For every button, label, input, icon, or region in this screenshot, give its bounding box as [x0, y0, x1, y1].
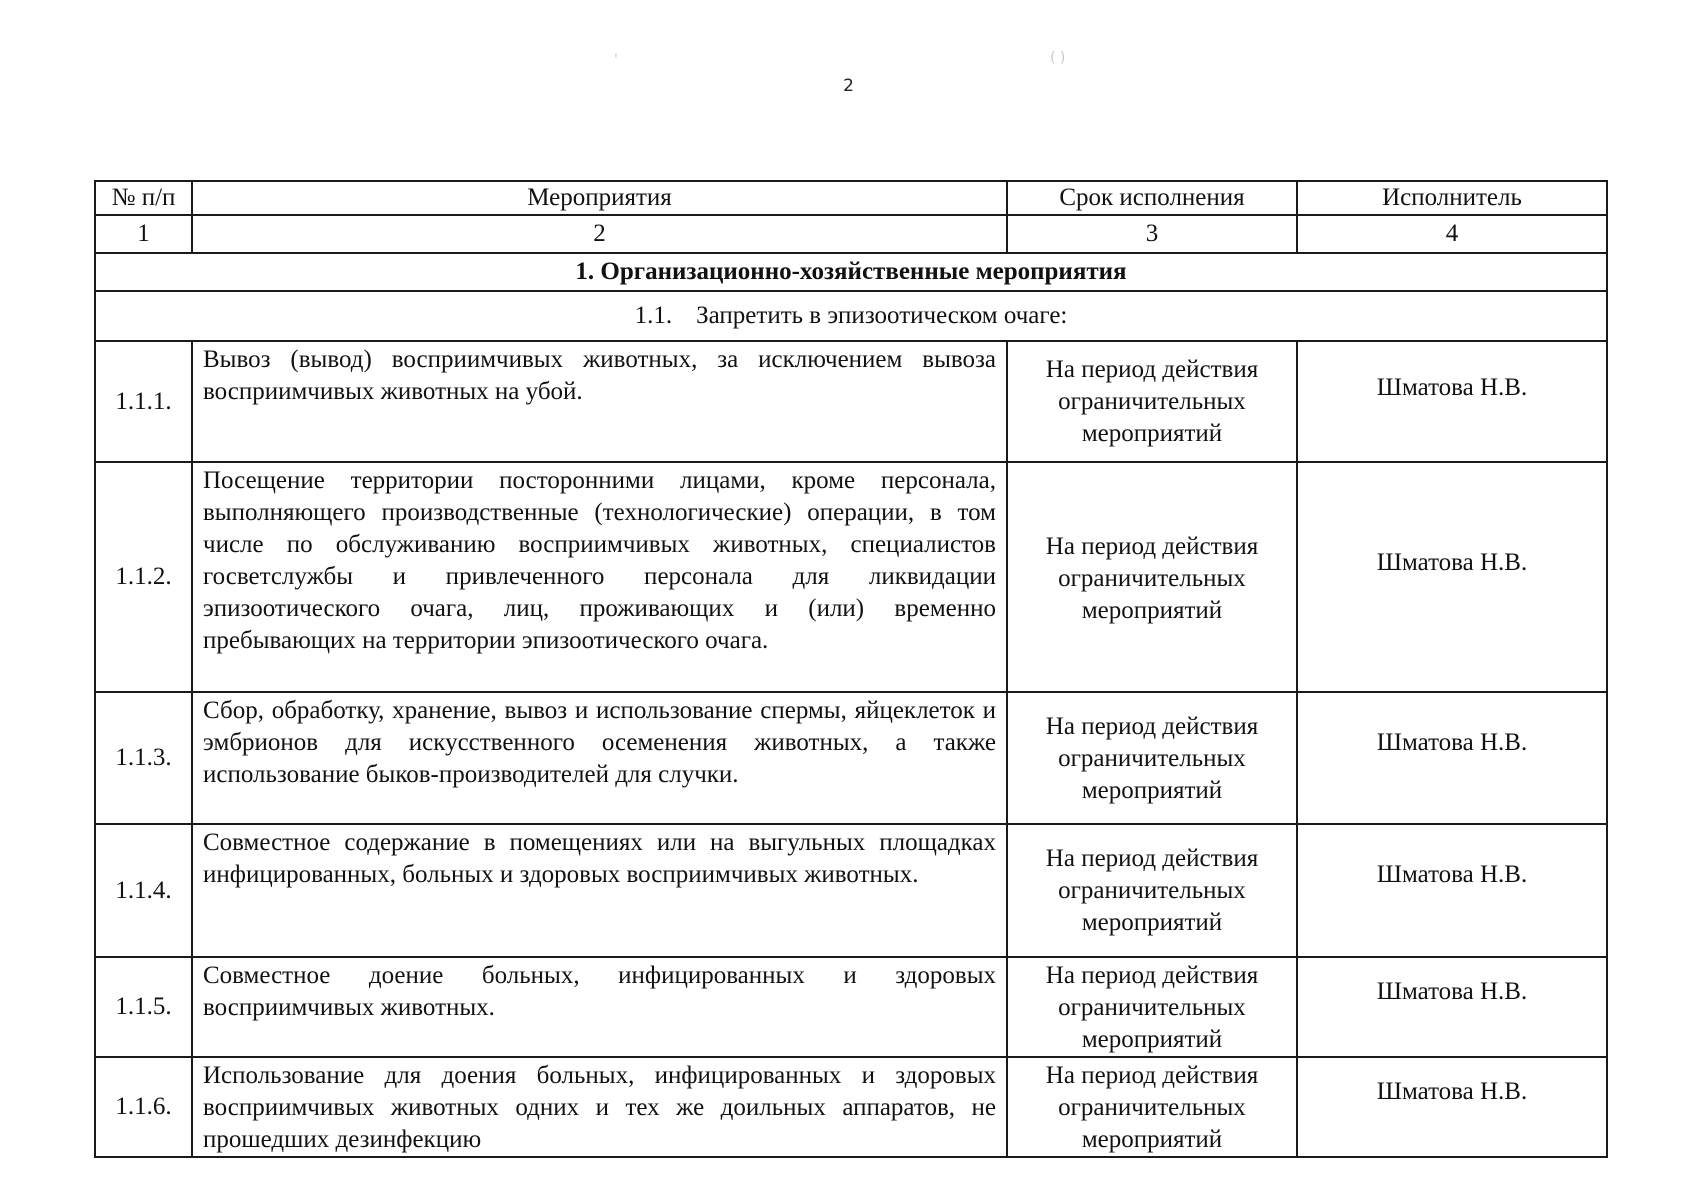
column-numbers-row	[95, 215, 1607, 253]
row-executor: Шматова Н.В.	[1297, 462, 1607, 692]
column-number-1: 1	[95, 215, 192, 253]
row-executor: Шматова Н.В.	[1297, 692, 1607, 824]
page-number: 2	[843, 76, 854, 96]
scan-artifact-mark: ( )	[1050, 50, 1066, 66]
column-number-3: 3	[1007, 215, 1297, 253]
section-title: 1. Организационно-хозяйственные мероприятия	[95, 253, 1607, 291]
row-executor: Шматова Н.В.	[1297, 341, 1607, 462]
subsection-title: Запретить в эпизоотическом очаге:	[696, 302, 1068, 329]
row-deadline: На период действия ограничительных мероприятий	[1007, 692, 1297, 824]
row-deadline: На период действия ограничительных мероприятий	[1007, 1057, 1297, 1157]
section-row	[95, 253, 1607, 291]
row-deadline: На период действия ограничительных мероприятий	[1007, 341, 1297, 462]
row-deadline: На период действия ограничительных мероприятий	[1007, 462, 1297, 692]
scan-artifact-mark: '	[614, 52, 618, 68]
row-number: 1.1.1.	[95, 341, 192, 462]
header-measures: Мероприятия	[192, 181, 1007, 215]
column-number-2: 2	[192, 215, 1007, 253]
row-measure: Совместное содержание в помещениях или на выгульных площадках инфицированных, больных и здоровых восприимчивых животных.	[192, 824, 1007, 957]
row-number: 1.1.6.	[95, 1057, 192, 1157]
row-measure: Посещение территории посторонними лицами, кроме персонала, выполняющего производственные (технологические) операции, в том числе по обслуживанию восприимчивых животных, специалистов госветслужбы и привлеченного персонала для ликвидации эпизоотического очага, лиц, проживающих и (или) временно пребывающих на территории эпизоотического очага.	[192, 462, 1007, 692]
table-row	[95, 824, 1607, 957]
header-number: № п/п	[95, 181, 192, 215]
row-measure: Совместное доение больных, инфицированных и здоровых восприимчивых животных.	[192, 957, 1007, 1057]
row-executor: Шматова Н.В.	[1297, 957, 1607, 1057]
row-executor: Шматова Н.В.	[1297, 1057, 1607, 1157]
subsection-row	[95, 291, 1607, 341]
row-executor: Шматова Н.В.	[1297, 824, 1607, 957]
measures-table	[94, 180, 1608, 1158]
table-row	[95, 1057, 1607, 1157]
row-measure: Вывоз (вывод) восприимчивых животных, за исключением вывоза восприимчивых животных на убой.	[192, 341, 1007, 462]
row-deadline: На период действия ограничительных мероприятий	[1007, 957, 1297, 1057]
subsection-number: 1.1.	[634, 302, 673, 329]
table-row	[95, 341, 1607, 462]
table-header-row	[95, 181, 1607, 215]
row-measure: Сбор, обработку, хранение, вывоз и использование спермы, яйцеклеток и эмбрионов для искусственного осеменения животных, а также использование быков-производителей для случки.	[192, 692, 1007, 824]
row-deadline: На период действия ограничительных мероприятий	[1007, 824, 1297, 957]
header-executor: Исполнитель	[1297, 181, 1607, 215]
row-number: 1.1.3.	[95, 692, 192, 824]
row-measure: Использование для доения больных, инфицированных и здоровых восприимчивых животных одних и тех же доильных аппаратов, не прошедших дезинфекцию	[192, 1057, 1007, 1157]
row-number: 1.1.4.	[95, 824, 192, 957]
table-row	[95, 462, 1607, 692]
table-row	[95, 957, 1607, 1057]
column-number-4: 4	[1297, 215, 1607, 253]
row-number: 1.1.5.	[95, 957, 192, 1057]
row-number: 1.1.2.	[95, 462, 192, 692]
table-row	[95, 692, 1607, 824]
header-deadline: Срок исполнения	[1007, 181, 1297, 215]
subsection-cell	[95, 291, 1607, 341]
